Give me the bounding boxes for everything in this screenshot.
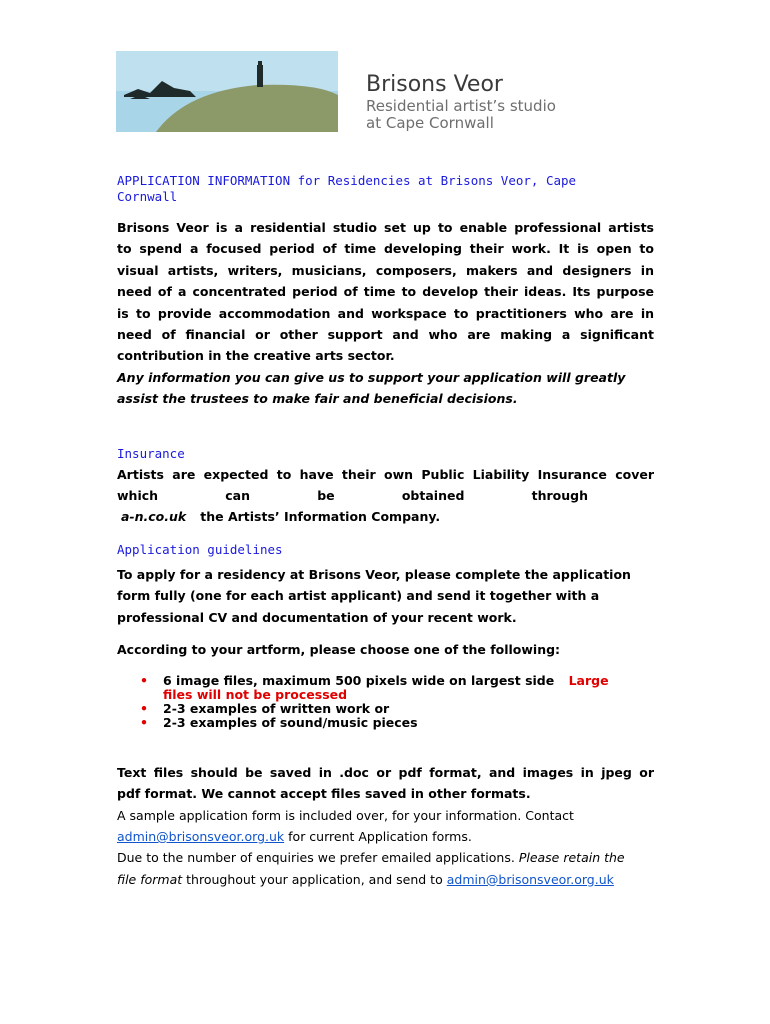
due-line2 (117, 869, 654, 890)
email-link[interactable]: admin@brisonsveor.org.uk (117, 828, 285, 844)
intro-italic-line1: Any information you can give us to support your application will greatly (117, 369, 626, 385)
guidelines-line2: form fully (one for each artist applicant) and send it together with a (117, 588, 600, 604)
sample-line2-rest: for current Application forms. (288, 828, 472, 844)
bullet2-text: 2-3 examples of written work or (163, 701, 390, 717)
large-files-warning-a: Large (568, 672, 609, 688)
guidelines-heading: Application guidelines (117, 541, 283, 557)
page-title-line1: APPLICATION INFORMATION for Residencies at Brisons Veor, Cape (117, 173, 577, 188)
guidelines-line3: professional CV and documentation of your recent work. (117, 609, 517, 625)
intro-line: visual artists, writers, musicians, composers, makers and designers in (117, 262, 654, 278)
bullet-icon: • (140, 701, 148, 717)
due-line1-b: Please retain the (518, 850, 625, 866)
insurance-word: through (531, 488, 588, 504)
insurance-line3 (117, 506, 654, 527)
intro-line: need of financial or other support and who are making a significant (117, 327, 654, 343)
intro-line: is to provide accommodation and workspace to practitioners who are in (117, 305, 654, 321)
intro-italic-line2: assist the trustees to make fair and beneficial decisions. (117, 391, 518, 407)
page-title (117, 173, 654, 205)
due-line2-b: throughout your application, and send to (186, 871, 443, 887)
due-line1 (117, 847, 654, 868)
insurance-word: can (225, 488, 250, 504)
contact-paragraph (117, 805, 654, 891)
insurance-word: obtained (401, 488, 465, 504)
landscape-logo-icon (116, 51, 338, 132)
insurance-word: which (117, 488, 159, 504)
large-files-warning-b: files will not be processed (163, 686, 348, 702)
insurance-heading: Insurance (117, 445, 185, 461)
bullet3-text: 2-3 examples of sound/music pieces (163, 715, 418, 731)
formats-line1: Text files should be saved in .doc or pdf format, and images in jpeg or (117, 764, 654, 780)
list-item (117, 674, 654, 703)
intro-line: contribution in the creative arts sector. (117, 348, 395, 364)
document-body (117, 173, 654, 890)
bullet1-text: 6 image files, maximum 500 pixels wide on largest side (163, 672, 555, 688)
bullet-icon: • (140, 715, 148, 731)
bullet-icon: • (140, 672, 148, 688)
due-line2-a: file format (117, 871, 183, 887)
logo-subtitle-line2: at Cape Cornwall (366, 114, 494, 132)
intro-line: Brisons Veor is a residential studio set up to enable professional artists (117, 220, 654, 235)
intro-paragraph (117, 217, 654, 410)
guidelines-line1: To apply for a residency at Brisons Veor, please complete the application (117, 566, 631, 582)
logo-title: Brisons Veor (366, 72, 503, 97)
guidelines-paragraph (117, 564, 654, 628)
file-format-paragraph (117, 762, 654, 805)
formats-line2: pdf format. We cannot accept files saved in other formats. (117, 786, 531, 802)
page-title-line2: Cornwall (117, 189, 178, 204)
insurance-line3-rest: the Artists’ Information Company. (200, 509, 441, 525)
email-link[interactable]: admin@brisonsveor.org.uk (446, 871, 614, 887)
due-line1-a: Due to the number of enquiries we prefer emailed applications. (117, 850, 515, 866)
insurance-word: be (317, 488, 335, 504)
an-site-name: a-n.co.uk (121, 509, 187, 525)
list-item (117, 702, 654, 716)
sample-line2 (117, 826, 654, 847)
intro-line: need of a concentrated period of time to develop their ideas. Its purpose (117, 284, 654, 300)
logo-text (366, 72, 556, 132)
sample-line1: A sample application form is included over, for your information. Contact (117, 807, 574, 823)
intro-line: to spend a focused period of time developing their work. It is open to (117, 241, 654, 257)
artform-list (117, 674, 654, 731)
logo-subtitle-line1: Residential artist’s studio (366, 97, 556, 115)
insurance-line2 (117, 485, 588, 506)
insurance-paragraph (117, 464, 654, 528)
artform-instruction: According to your artform, please choose one of the following: (117, 642, 561, 658)
list-item (117, 716, 654, 730)
insurance-line1: Artists are expected to have their own Public Liability Insurance cover (117, 466, 654, 482)
